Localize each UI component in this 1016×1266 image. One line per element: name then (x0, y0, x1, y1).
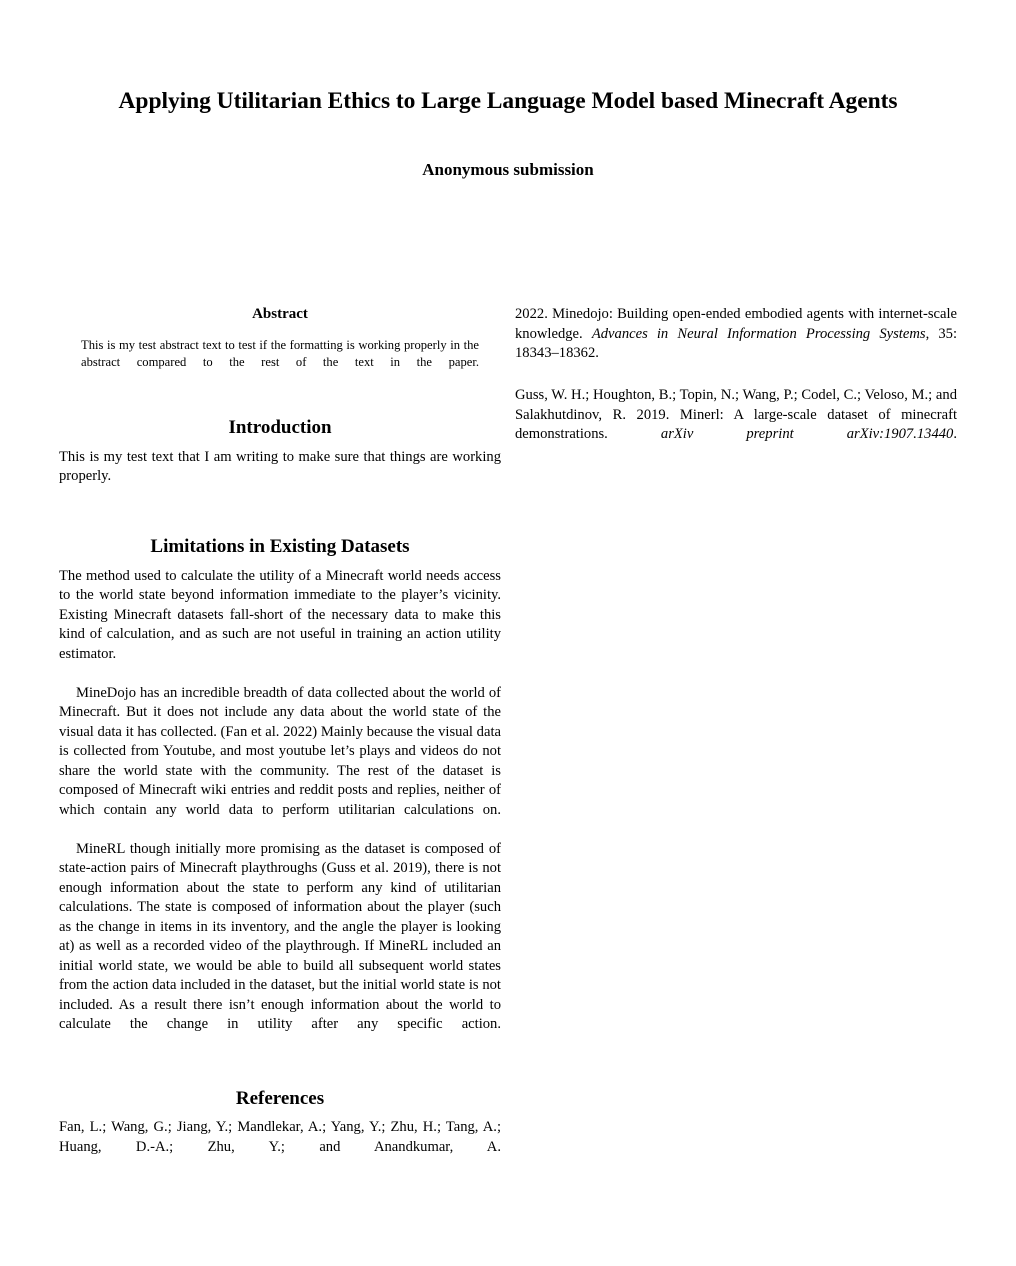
reference-2-text-prefix: Guss, W. H.; Houghton, B.; Topin, N.; Wang, P.; Codel, C.; Veloso, M.; and Salakhutdinov, R. 2019. Minerl: A large-scale dataset of minecraft demonstrations. (515, 387, 957, 442)
left-column (59, 305, 501, 1177)
reference-1-text-prefix: 2022. Minedojo: Building open-ended embodied agents with internet-scale knowledge. (515, 306, 957, 342)
section-heading-references: References (235, 1088, 325, 1110)
reference-entry-1-left-fragment: Fan, L.; Wang, G.; Jiang, Y.; Mandlekar, A.; Yang, Y.; Zhu, H.; Tang, A.; Huang, D.-A.; Zhu, Y.; and Anandkumar, A. (59, 1119, 501, 1155)
limitations-paragraph-2: MineDojo has an incredible breadth of data collected about the world of Minecraft. But it does not include any data about the world state of the visual data it has collected. (Fan et al. 2022) Mainly because the visual data is collected from Youtube, and most youtube let’s plays and videos do not share the world state with the community. The rest of the dataset is composed of Minecraft wiki entries and reddit posts and replies, neither of which contain any world data to perform utilitarian calculations on. (59, 684, 501, 818)
reference-2-text-suffix: . (953, 426, 957, 442)
section-heading-limitations: Limitations in Existing Datasets (150, 536, 410, 558)
abstract-text: This is my test abstract text to test if the formatting is working properly in the abstract compared to the rest of the text in the paper. (81, 338, 479, 369)
limitations-paragraph-1: The method used to calculate the utility of a Minecraft world needs access to the world state beyond information immediate to the player’s vicinity. Existing Minecraft datasets fall-short of the necessary data to make this kind of calculation, and as such are not useful in training an action utility estimator. (59, 567, 501, 662)
reference-1-journal-title: Advances in Neural Information Processing Systems (591, 325, 926, 342)
reference-2-journal-title: arXiv preprint arXiv:1907.13440 (660, 426, 954, 442)
page-title: Applying Utilitarian Ethics to Large Language Model based Minecraft Agents (118, 88, 898, 114)
abstract-heading: Abstract (252, 306, 308, 322)
two-column-body (0, 305, 1016, 1177)
section-heading-introduction: Introduction (228, 416, 332, 438)
reference-1-text-suffix: , 35: 18343–18362. (515, 325, 957, 361)
introduction-paragraph-1: This is my test text that I am writing to make sure that things are working properly. (59, 448, 501, 485)
reference-entry-2 (515, 383, 957, 464)
reference-entry-1-continuation (515, 305, 957, 383)
right-column (515, 305, 957, 1177)
abstract-section (59, 305, 501, 387)
title-block (0, 0, 1016, 180)
limitations-paragraph-3: MineRL though initially more promising as the dataset is composed of state-action pairs of Minecraft playthroughs (Guss et al. 2019), there is not enough information about the state to perform any kind of utilitarian calculations. The state is composed of information about the player (such as the change in items in its inventory, and the angle the player is looking at) as well as a recorded video of the playthrough. If MineRL included an initial world state, we would be able to build all subsequent world states from the action data included in the dataset, but the initial world state is not included. As a result there isn’t enough information about the world to calculate the change in utility after any specific action. (59, 840, 501, 1033)
author-line: Anonymous submission (422, 160, 594, 180)
